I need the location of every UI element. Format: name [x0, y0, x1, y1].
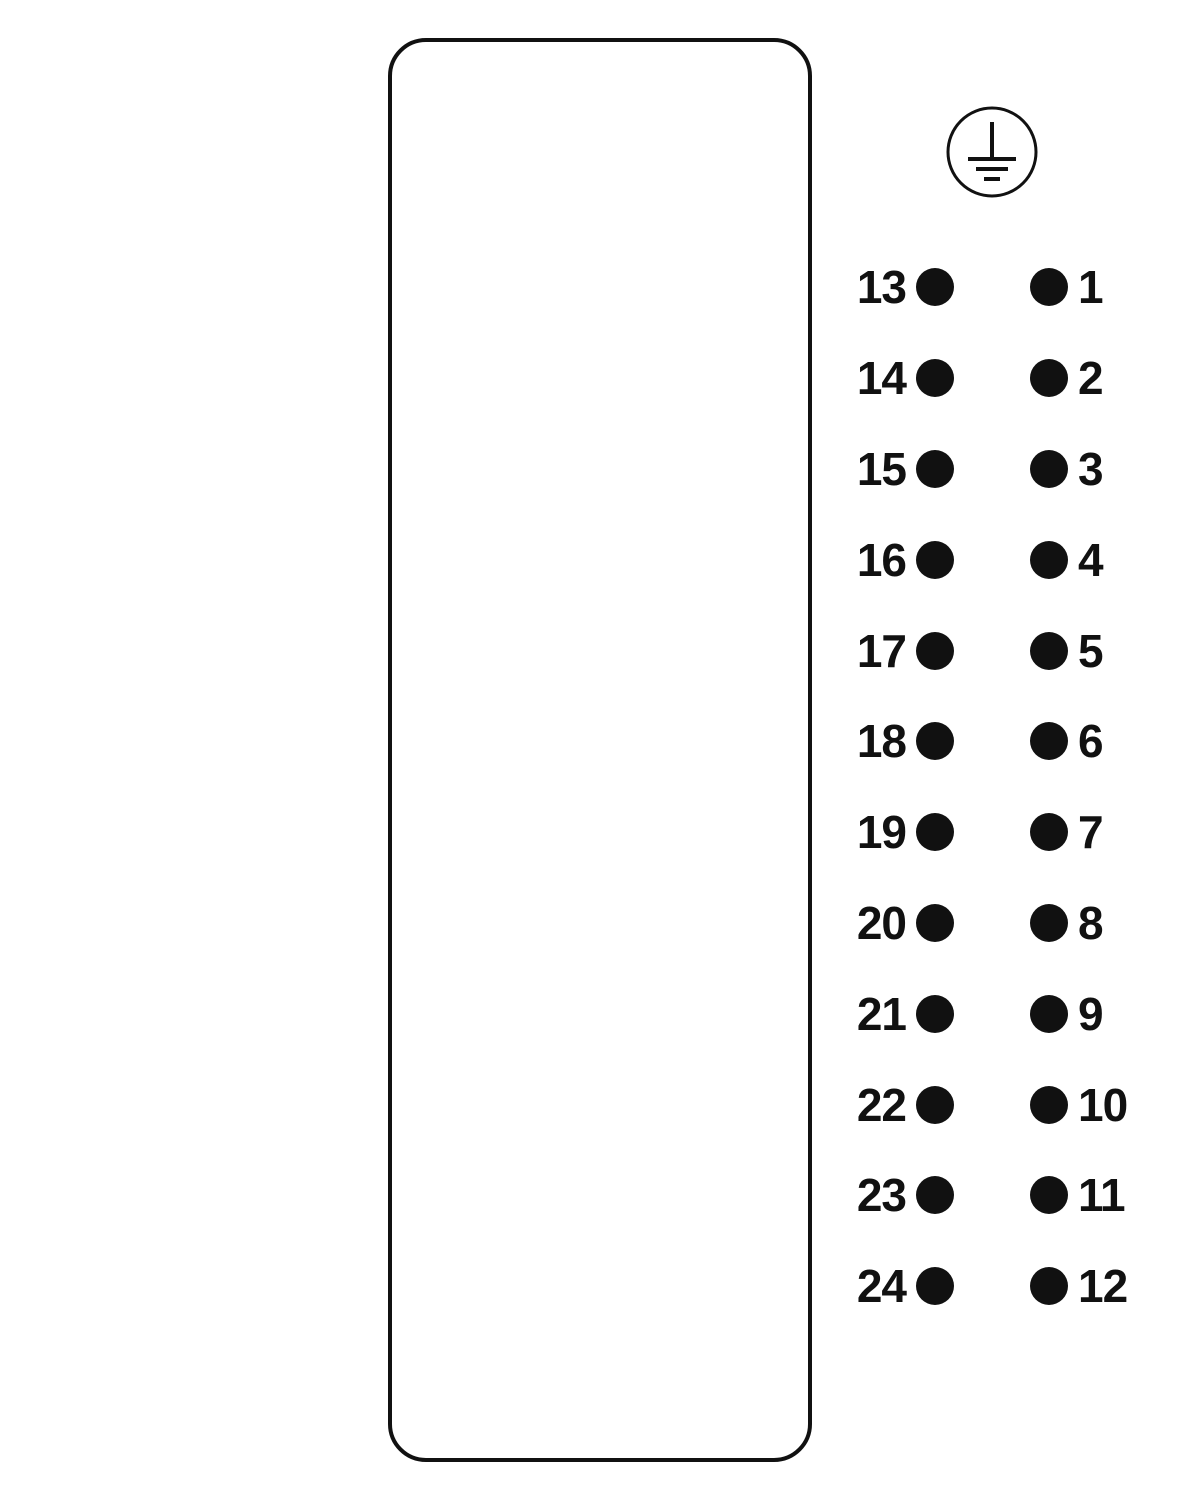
pin-label: 9 — [1078, 987, 1103, 1040]
pin-label: 24 — [856, 1260, 906, 1313]
pin-row — [812, 1150, 1172, 1241]
pin-contact-dot — [1030, 450, 1068, 488]
pin-contact-dot — [1030, 268, 1068, 306]
pin-label: 1 — [1078, 261, 1103, 314]
pin-row — [812, 1241, 1172, 1332]
pin-left[interactable] — [812, 352, 992, 405]
pin-right[interactable] — [992, 533, 1172, 586]
pin-row — [812, 878, 1172, 969]
pin-label: 16 — [856, 533, 906, 586]
pin-row — [812, 333, 1172, 424]
pin-contact-dot — [916, 722, 954, 760]
pin-contact-dot — [1030, 813, 1068, 851]
pin-row — [812, 514, 1172, 605]
pin-contact-dot — [1030, 359, 1068, 397]
pin-label: 8 — [1078, 896, 1103, 949]
pin-right[interactable] — [992, 715, 1172, 768]
pin-label: 23 — [856, 1169, 906, 1222]
pin-label: 7 — [1078, 806, 1103, 859]
pin-row — [812, 1059, 1172, 1150]
pin-left[interactable] — [812, 442, 992, 495]
pin-left[interactable] — [812, 624, 992, 677]
pin-contact-dot — [916, 268, 954, 306]
pin-label: 6 — [1078, 715, 1103, 768]
connector-body-outline — [388, 38, 1128, 1462]
pin-contact-dot — [1030, 722, 1068, 760]
pin-label: 18 — [856, 715, 906, 768]
pin-contact-dot — [916, 359, 954, 397]
pin-contact-dot — [916, 450, 954, 488]
pin-row — [812, 968, 1172, 1059]
pin-contact-dot — [916, 541, 954, 579]
pin-left[interactable] — [812, 1078, 992, 1131]
pin-contact-dot — [916, 904, 954, 942]
pin-label: 2 — [1078, 352, 1103, 405]
pin-right[interactable] — [992, 624, 1172, 677]
pin-right[interactable] — [992, 1260, 1172, 1313]
pin-contact-dot — [1030, 1086, 1068, 1124]
pin-contact-dot — [916, 1176, 954, 1214]
pin-label: 19 — [856, 806, 906, 859]
pin-contact-dot — [1030, 1176, 1068, 1214]
pin-left[interactable] — [812, 1169, 992, 1222]
pin-label: 5 — [1078, 624, 1103, 677]
pin-left[interactable] — [812, 715, 992, 768]
pin-right[interactable] — [992, 987, 1172, 1040]
pin-label: 15 — [856, 442, 906, 495]
pin-right[interactable] — [992, 352, 1172, 405]
pin-left[interactable] — [812, 987, 992, 1040]
pin-right[interactable] — [992, 261, 1172, 314]
pin-row — [812, 605, 1172, 696]
protective-earth-icon — [944, 104, 1040, 200]
pin-contact-dot — [916, 995, 954, 1033]
pin-left[interactable] — [812, 261, 992, 314]
pin-right[interactable] — [992, 1078, 1172, 1131]
pin-row — [812, 242, 1172, 333]
pin-right[interactable] — [992, 1169, 1172, 1222]
pin-row — [812, 787, 1172, 878]
pin-contact-dot — [916, 1267, 954, 1305]
pin-label: 22 — [856, 1078, 906, 1131]
pin-contact-dot — [1030, 1267, 1068, 1305]
pin-label: 12 — [1078, 1260, 1128, 1313]
pin-contact-dot — [916, 632, 954, 670]
pin-left[interactable] — [812, 533, 992, 586]
pin-contact-dot — [916, 813, 954, 851]
pin-label: 11 — [1078, 1169, 1125, 1222]
pin-contact-dot — [1030, 995, 1068, 1033]
pin-label: 4 — [1078, 533, 1103, 586]
pin-label: 17 — [856, 624, 906, 677]
pin-label: 3 — [1078, 442, 1103, 495]
pin-contact-dot — [1030, 904, 1068, 942]
pin-right[interactable] — [992, 442, 1172, 495]
pin-label: 20 — [856, 896, 906, 949]
pin-contact-dot — [1030, 632, 1068, 670]
pin-contact-dot — [916, 1086, 954, 1124]
pin-left[interactable] — [812, 896, 992, 949]
pin-label: 21 — [856, 987, 906, 1040]
pin-label: 10 — [1078, 1078, 1128, 1131]
pin-row — [812, 424, 1172, 515]
pin-right[interactable] — [992, 806, 1172, 859]
pin-row — [812, 696, 1172, 787]
pin-label: 13 — [856, 261, 906, 314]
pin-grid — [812, 242, 1172, 1332]
pin-right[interactable] — [992, 896, 1172, 949]
pin-left[interactable] — [812, 806, 992, 859]
pin-contact-dot — [1030, 541, 1068, 579]
pin-left[interactable] — [812, 1260, 992, 1313]
pin-label: 14 — [856, 352, 906, 405]
